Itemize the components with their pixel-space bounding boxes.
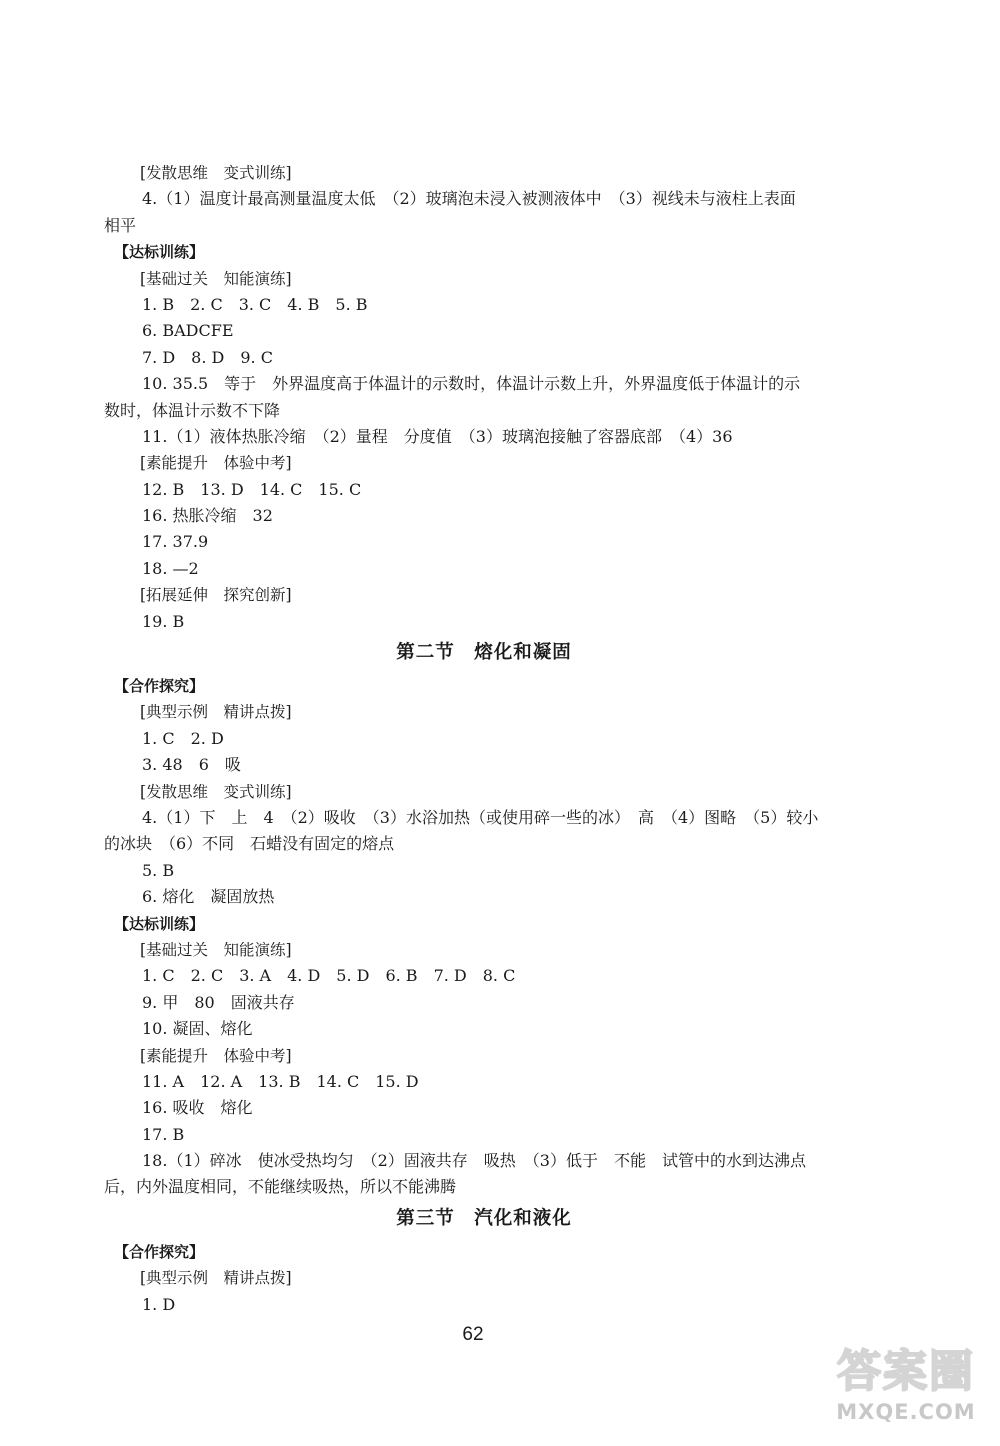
answer-line-continuation: 相平 [104, 215, 137, 235]
answer-line: 7. D 8. D 9. C [142, 347, 273, 367]
subsection-label: [拓展延伸 探究创新] [140, 586, 292, 605]
section-header: 【合作探究】 [114, 1242, 205, 1261]
subsection-label: [素能提升 体验中考] [140, 1046, 292, 1065]
answer-line: 5. B [142, 860, 175, 880]
answer-line: 6. BADCFE [142, 321, 234, 341]
subsection-label: [典型示例 精讲点拨] [140, 703, 292, 722]
section-header: 【达标训练】 [114, 243, 205, 262]
answer-line: 18.（1）碎冰 使冰受热均匀 （2）固液共存 吸热 （3）低于 不能 试管中的水到达沸点 [142, 1151, 806, 1171]
answer-line: 19. B [142, 611, 185, 631]
answer-line: 12. B 13. D 14. C 15. C [142, 479, 362, 499]
section-header: 【达标训练】 [114, 914, 205, 933]
answer-line: 4.（1）下 上 4 （2）吸收 （3）水浴加热（或使用碎一些的冰） 高 （4）图略 （5）较小 [142, 807, 819, 827]
section-title: 第二节 熔化和凝固 [396, 642, 572, 664]
watermark-logo: 答案圈 [837, 1346, 975, 1397]
answer-line: 9. 甲 80 固液共存 [142, 992, 295, 1012]
page-number: 62 [462, 1324, 484, 1345]
answer-line: 18. —2 [142, 558, 199, 578]
answer-content [104, 160, 864, 1318]
answer-line: 10. 凝固、熔化 [142, 1019, 253, 1039]
answer-line-continuation: 后，内外温度相同，不能继续吸热，所以不能沸腾 [104, 1177, 457, 1197]
answer-line: 11. A 12. A 13. B 14. C 15. D [142, 1071, 419, 1091]
subsection-label: [素能提升 体验中考] [140, 454, 292, 473]
subsection-label: [发散思维 变式训练] [140, 164, 292, 182]
answer-line-continuation: 数时，体温计示数不下降 [104, 400, 281, 420]
answer-line: 10. 35.5 等于 外界温度高于体温计的示数时，体温计示数上升，外界温度低于体温计的示 [142, 374, 801, 394]
subsection-label: [基础过关 知能演练] [140, 940, 292, 959]
answer-line: 3. 48 6 吸 [142, 755, 241, 775]
watermark-url: MXQE.COM [836, 1400, 976, 1424]
subsection-label: [发散思维 变式训练] [140, 782, 292, 801]
answer-line: 11.（1）液体热胀冷缩 （2）量程 分度值 （3）玻璃泡接触了容器底部 （4）36 [142, 426, 733, 446]
answer-line: 17. B [142, 1124, 185, 1144]
answer-line: 1. C 2. D [142, 728, 224, 748]
answer-line: 6. 熔化 凝固放热 [142, 887, 275, 907]
answer-line: 1. C 2. C 3. A 4. D 5. D 6. B 7. D 8. C [142, 966, 516, 986]
answer-line: 16. 热胀冷缩 32 [142, 506, 273, 526]
answer-line: 1. D [142, 1294, 176, 1314]
answer-line: 16. 吸收 熔化 [142, 1098, 253, 1118]
answer-line: 17. 37.9 [142, 532, 209, 552]
section-header: 【合作探究】 [114, 677, 205, 696]
answer-line: 4.（1）温度计最高测量温度太低 （2）玻璃泡未浸入被测液体中 （3）视线未与液柱上表面 [142, 189, 796, 209]
answer-line-continuation: 的冰块 （6）不同 石蜡没有固定的熔点 [104, 834, 395, 854]
subsection-label: [基础过关 知能演练] [140, 269, 292, 288]
subsection-label: [典型示例 精讲点拨] [140, 1269, 292, 1288]
answer-line: 1. B 2. C 3. C 4. B 5. B [142, 294, 368, 314]
watermark [830, 1344, 982, 1436]
section-title: 第三节 汽化和液化 [396, 1207, 572, 1229]
